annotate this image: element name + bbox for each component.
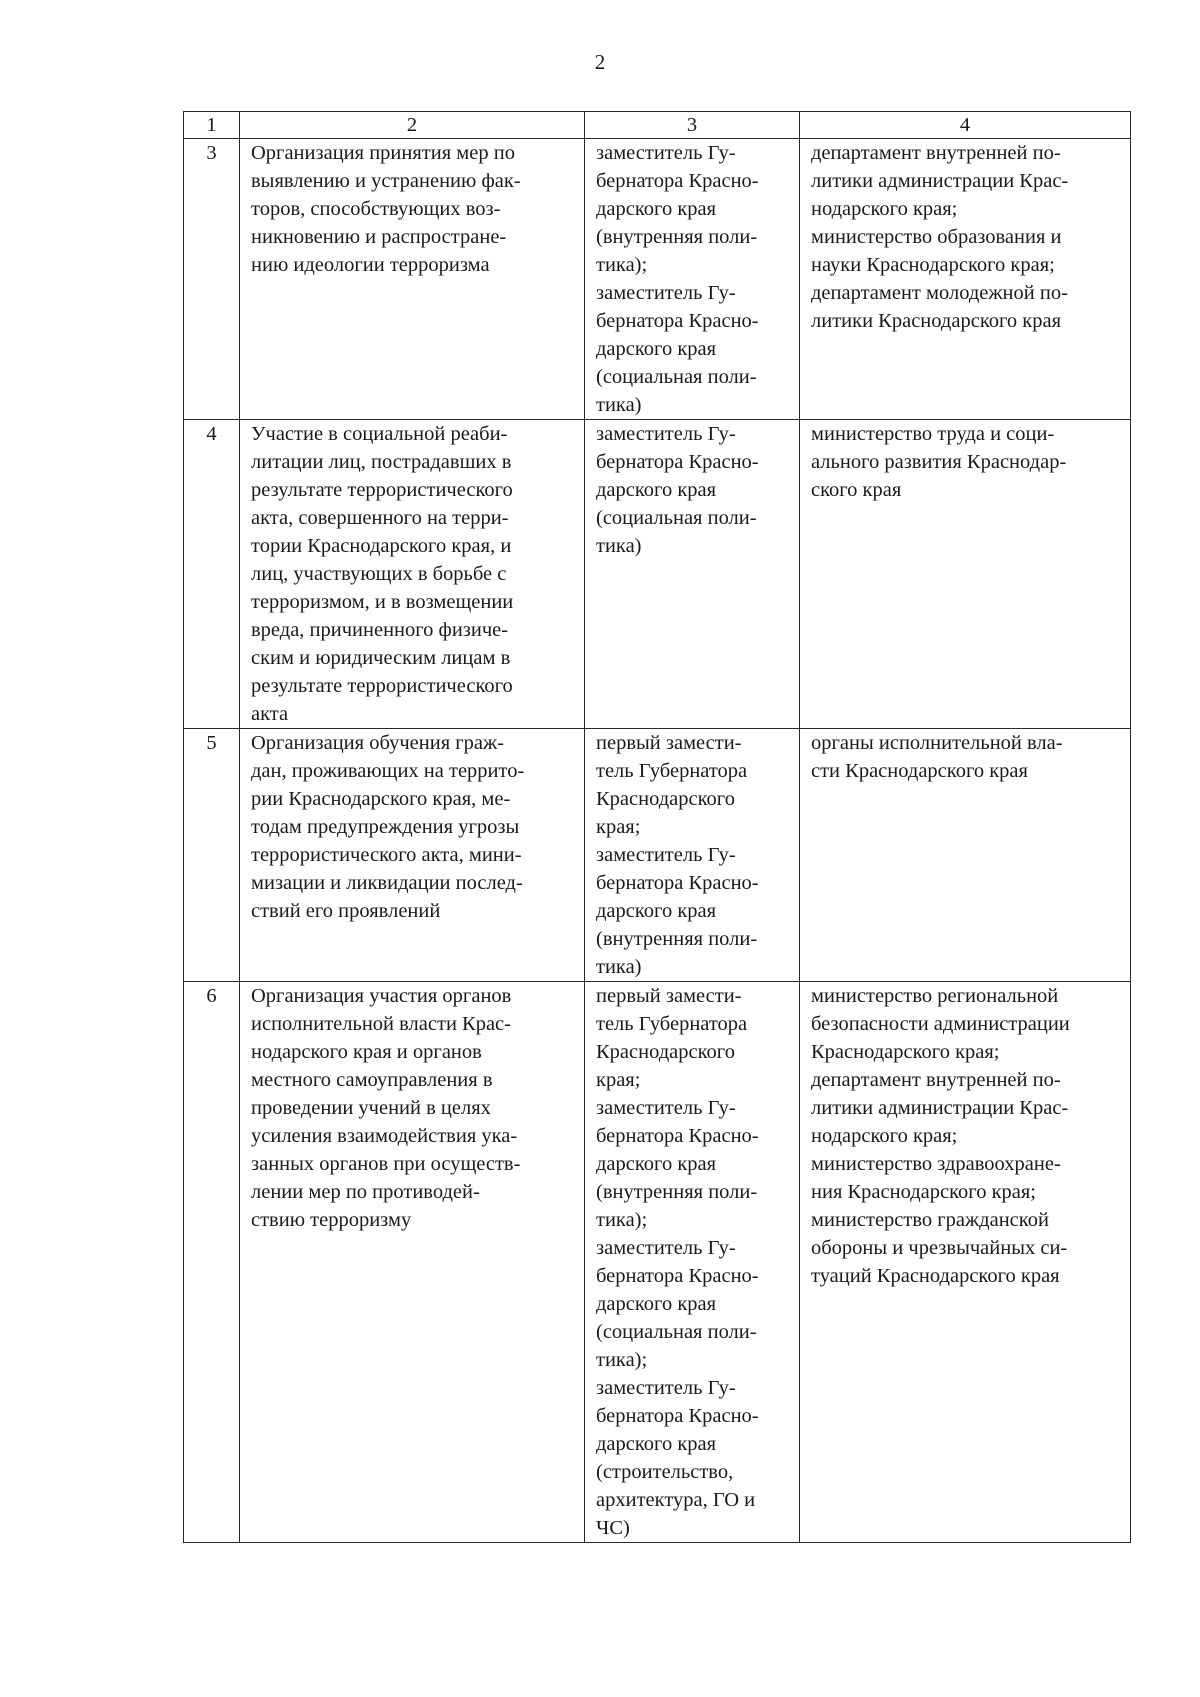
measures-table [183,111,1131,1543]
text-line: лиц, участвующих в борьбе с [251,563,507,585]
text-line: тика); [596,1209,648,1231]
text-line: (социальная поли- [596,507,757,529]
text-line: департамент внутренней по- [811,1069,1061,1091]
text-line: торов, способствующих воз- [251,198,501,220]
text-line: Организация принятия мер по [251,142,515,164]
text-line: нию идеологии терроризма [251,254,490,276]
text-line: департамент внутренней по- [811,142,1061,164]
text-line: ального развития Краснодар- [811,451,1067,473]
text-line: заместитель Гу- [596,1097,736,1119]
text-line: департамент молодежной по- [811,282,1068,304]
text-line: обороны и чрезвычайных си- [811,1237,1068,1259]
text-line: (внутренняя поли- [596,928,758,950]
table-row [184,729,1131,982]
text-line: тель Губернатора [596,760,748,782]
text-line: результате террористического [251,479,513,501]
text-line: дарского края [596,479,717,501]
text-line: края; [596,1069,641,1091]
text-line: (социальная поли- [596,1321,757,1343]
text-line: никновению и распростране- [251,226,507,248]
text-line: первый замести- [596,985,742,1007]
text-line: тика) [596,394,642,416]
text-line: органы исполнительной вла- [811,732,1063,754]
column-header: 2 [240,112,585,139]
text-line: министерство региональной [811,985,1059,1007]
text-line: бернатора Красно- [596,170,759,192]
column-header: 4 [800,112,1131,139]
text-line: мизации и ликвидации послед- [251,872,523,894]
text-line: (внутренняя поли- [596,1181,758,1203]
executors-cell [800,982,1131,1543]
text-line: заместитель Гу- [596,1377,736,1399]
table-header-row [184,112,1131,139]
text-line: бернатора Красно- [596,1265,759,1287]
executors-cell [800,420,1131,729]
activity-cell [240,729,585,982]
text-line: ского края [811,479,902,501]
text-line: заместитель Гу- [596,142,736,164]
text-line: вреда, причиненного физиче- [251,619,509,641]
text-line: дарского края [596,900,717,922]
text-line: местного самоуправления в [251,1069,493,1091]
responsible-cell [585,139,800,420]
activity-cell [240,420,585,729]
text-line: литики Краснодарского края [811,310,1061,332]
text-line: министерство труда и соци- [811,423,1055,445]
text-line: заместитель Гу- [596,844,736,866]
text-line: министерство гражданской [811,1209,1049,1231]
text-line: нодарского края и органов [251,1041,482,1063]
column-header: 1 [184,112,240,139]
text-line: заместитель Гу- [596,423,736,445]
text-line: Участие в социальной реаби- [251,423,508,445]
text-line: тика) [596,535,642,557]
text-line: туаций Краснодарского края [811,1265,1060,1287]
text-line: тика); [596,1349,648,1371]
text-line: усиления взаимодействия ука- [251,1125,518,1147]
executors-cell [800,729,1131,982]
text-line: тель Губернатора [596,1013,748,1035]
text-line: безопасности администрации [811,1013,1070,1035]
text-line: ствию терроризму [251,1209,412,1231]
text-line: ния Краснодарского края; [811,1181,1036,1203]
text-line: Краснодарского края; [811,1041,1000,1063]
text-line: Краснодарского [596,788,735,810]
text-line: науки Краснодарского края; [811,254,1055,276]
text-line: занных органов при осуществ- [251,1153,521,1175]
text-line: дарского края [596,1153,717,1175]
row-number-cell: 6 [184,982,240,1543]
text-line: Организация участия органов [251,985,512,1007]
text-line: акта, совершенного на терри- [251,507,509,529]
page-number: 2 [594,50,606,74]
text-line: бернатора Красно- [596,310,759,332]
text-line: дарского края [596,1293,717,1315]
executors-cell [800,139,1131,420]
text-line: (социальная поли- [596,366,757,388]
text-line: литации лиц, пострадавших в [251,451,512,473]
text-line: результате террористического [251,675,513,697]
text-line: тодам предупреждения угрозы [251,816,520,838]
activity-cell [240,139,585,420]
row-number-cell: 4 [184,420,240,729]
row-number-cell: 3 [184,139,240,420]
text-line: лении мер по противодей- [251,1181,480,1203]
text-line: дарского края [596,198,717,220]
text-line: сти Краснодарского края [811,760,1028,782]
text-line: министерство образования и [811,226,1062,248]
text-line: края; [596,816,641,838]
text-line: бернатора Красно- [596,451,759,473]
text-line: исполнительной власти Крас- [251,1013,511,1035]
text-line: заместитель Гу- [596,282,736,304]
text-line: ствий его проявлений [251,900,441,922]
text-line: акта [251,703,289,725]
text-line: тории Краснодарского края, и [251,535,512,557]
text-line: нодарского края; [811,1125,958,1147]
text-line: министерство здравоохране- [811,1153,1061,1175]
text-line: тика) [596,956,642,978]
text-line: бернатора Красно- [596,872,759,894]
text-line: терроризмом, и в возмещении [251,591,514,613]
table-row [184,982,1131,1543]
table-row [184,139,1131,420]
text-line: нодарского края; [811,198,958,220]
text-line: проведении учений в целях [251,1097,491,1119]
text-line: выявлению и устранению фак- [251,170,521,192]
text-line: Краснодарского [596,1041,735,1063]
text-line: архитектура, ГО и [596,1489,756,1511]
text-line: дан, проживающих на террито- [251,760,525,782]
text-line: Организация обучения граж- [251,732,504,754]
column-header: 3 [585,112,800,139]
responsible-cell [585,982,800,1543]
table-row [184,420,1131,729]
text-line: рии Краснодарского края, ме- [251,788,511,810]
activity-cell [240,982,585,1543]
text-line: первый замести- [596,732,742,754]
text-line: ЧС) [596,1517,630,1539]
text-line: (строительство, [596,1461,734,1483]
text-line: террористического акта, мини- [251,844,522,866]
text-line: дарского края [596,1433,717,1455]
text-line: ским и юридическим лицам в [251,647,511,669]
text-line: (внутренняя поли- [596,226,758,248]
text-line: литики администрации Крас- [811,1097,1069,1119]
text-line: тика); [596,254,648,276]
text-line: бернатора Красно- [596,1405,759,1427]
text-line: заместитель Гу- [596,1237,736,1259]
text-line: бернатора Красно- [596,1125,759,1147]
row-number-cell: 5 [184,729,240,982]
responsible-cell [585,729,800,982]
text-line: дарского края [596,338,717,360]
text-line: литики администрации Крас- [811,170,1069,192]
responsible-cell [585,420,800,729]
